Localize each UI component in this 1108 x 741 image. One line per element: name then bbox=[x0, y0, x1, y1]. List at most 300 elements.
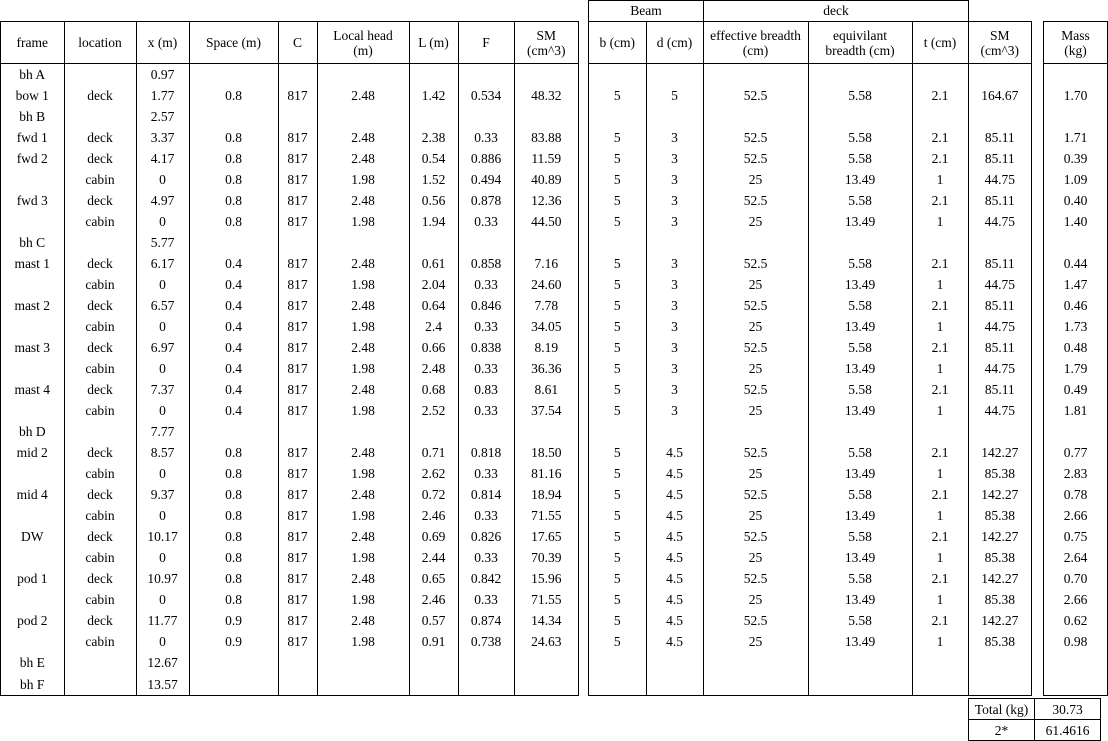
totals-value: 30.73 bbox=[1035, 699, 1101, 720]
thickness-cell: 1 bbox=[912, 589, 968, 610]
space-cell: 0.8 bbox=[189, 484, 278, 505]
l-cell bbox=[409, 652, 458, 673]
c-cell: 817 bbox=[278, 211, 317, 232]
table-row bbox=[1, 568, 578, 589]
sm-cell: 34.05 bbox=[514, 316, 578, 337]
x-cell: 13.57 bbox=[136, 673, 189, 695]
beam-d-cell: 3 bbox=[646, 274, 703, 295]
beam-d-cell: 3 bbox=[646, 337, 703, 358]
beam-d-cell: 3 bbox=[646, 148, 703, 169]
space-cell: 0.8 bbox=[189, 211, 278, 232]
table-row bbox=[1044, 232, 1107, 253]
beam-d-cell: 4.5 bbox=[646, 526, 703, 547]
f-cell: 0.33 bbox=[458, 400, 514, 421]
mass-cell bbox=[1044, 652, 1107, 673]
equivalent-breadth-cell: 13.49 bbox=[808, 589, 912, 610]
l-cell bbox=[409, 673, 458, 695]
table-row bbox=[1, 358, 578, 379]
table-row bbox=[1, 379, 578, 400]
table-row bbox=[1, 316, 578, 337]
x-cell: 6.97 bbox=[136, 337, 189, 358]
beam-b-cell: 5 bbox=[613, 319, 621, 334]
space-cell: 0.8 bbox=[189, 442, 278, 463]
equivalent-breadth-cell: 5.58 bbox=[808, 337, 912, 358]
equivalent-breadth-cell: 13.49 bbox=[808, 547, 912, 568]
beam-d-cell: 3 bbox=[646, 127, 703, 148]
thickness-cell bbox=[912, 106, 968, 127]
x-cell: 12.67 bbox=[136, 652, 189, 673]
table-row bbox=[1, 127, 578, 148]
section-table bbox=[588, 21, 1032, 696]
table-row bbox=[1044, 610, 1107, 631]
sm-cell: 18.94 bbox=[514, 484, 578, 505]
local-head-cell: 1.98 bbox=[317, 169, 409, 190]
deck-sm-cell: 142.27 bbox=[968, 610, 1031, 631]
l-cell: 0.57 bbox=[409, 610, 458, 631]
space-cell: 0.8 bbox=[189, 190, 278, 211]
l-cell: 2.4 bbox=[409, 316, 458, 337]
mass-cell: 0.98 bbox=[1063, 634, 1088, 649]
totals-label: Total (kg) bbox=[969, 699, 1035, 720]
local-head-cell: 2.48 bbox=[317, 127, 409, 148]
effective-breadth-cell: 52.5 bbox=[703, 484, 808, 505]
l-cell: 0.72 bbox=[409, 484, 458, 505]
space-cell bbox=[189, 64, 278, 86]
effective-breadth-cell: 52.5 bbox=[703, 127, 808, 148]
frame-cell: fwd 3 bbox=[16, 193, 48, 208]
deck-sm-cell: 85.11 bbox=[968, 148, 1031, 169]
beam-d-cell: 3 bbox=[646, 295, 703, 316]
totals-row bbox=[969, 699, 1101, 720]
f-header: F bbox=[458, 22, 514, 64]
l-cell bbox=[409, 421, 458, 442]
equivalent-breadth-cell: 5.58 bbox=[808, 148, 912, 169]
space-cell: 0.4 bbox=[189, 253, 278, 274]
totals-label: 2* bbox=[969, 720, 1035, 741]
table-row bbox=[589, 379, 1031, 400]
table-row bbox=[1044, 442, 1107, 463]
location-cell: cabin bbox=[64, 589, 136, 610]
mass-cell: 2.83 bbox=[1063, 466, 1088, 481]
mass-cell bbox=[1044, 232, 1107, 253]
thickness-cell: 2.1 bbox=[912, 526, 968, 547]
x-cell: 0 bbox=[136, 547, 189, 568]
local-head-cell: 1.98 bbox=[317, 463, 409, 484]
table-row bbox=[589, 526, 1031, 547]
sm-cell: 48.32 bbox=[514, 85, 578, 106]
table-row bbox=[589, 316, 1031, 337]
x-cell: 0 bbox=[136, 211, 189, 232]
table-row bbox=[1, 631, 578, 652]
frame-cell: bh D bbox=[18, 424, 46, 439]
thickness-cell: 2.1 bbox=[912, 442, 968, 463]
c-cell: 817 bbox=[278, 463, 317, 484]
beam-b-cell: 5 bbox=[613, 571, 621, 586]
beam-b-cell bbox=[589, 652, 646, 673]
table-row bbox=[589, 64, 1031, 86]
x-cell: 0 bbox=[136, 589, 189, 610]
f-cell: 0.33 bbox=[458, 127, 514, 148]
equivalent-breadth-cell: 5.58 bbox=[808, 85, 912, 106]
equivalent-breadth-header: equivilant breadth (cm) bbox=[808, 22, 912, 64]
table-row bbox=[589, 547, 1031, 568]
sm-cell: 15.96 bbox=[514, 568, 578, 589]
table-row bbox=[589, 505, 1031, 526]
mass-cell: 0.75 bbox=[1063, 529, 1088, 544]
table-row bbox=[589, 211, 1031, 232]
equivalent-breadth-cell: 5.58 bbox=[808, 568, 912, 589]
thickness-cell: 2.1 bbox=[912, 379, 968, 400]
space-cell: 0.4 bbox=[189, 295, 278, 316]
x-cell: 3.37 bbox=[136, 127, 189, 148]
local-head-cell: 1.98 bbox=[317, 589, 409, 610]
mass-cell: 1.73 bbox=[1063, 319, 1088, 334]
frame-table-body bbox=[1, 64, 578, 696]
frame-cell bbox=[1, 547, 64, 568]
table-row bbox=[589, 106, 1031, 127]
deck-sm-cell: 44.75 bbox=[968, 316, 1031, 337]
frame-cell: mast 3 bbox=[14, 340, 51, 355]
deck-sm-cell: 85.11 bbox=[968, 337, 1031, 358]
deck-sm-cell: 85.38 bbox=[968, 505, 1031, 526]
sm-cell: 8.61 bbox=[514, 379, 578, 400]
deck-sm-cell bbox=[968, 232, 1031, 253]
beam-d-cell: 4.5 bbox=[646, 463, 703, 484]
sm-cell: 71.55 bbox=[514, 589, 578, 610]
l-cell: 2.46 bbox=[409, 505, 458, 526]
thickness-cell bbox=[912, 64, 968, 86]
table-row bbox=[1044, 211, 1107, 232]
effective-breadth-cell: 25 bbox=[703, 316, 808, 337]
beam-d-cell bbox=[646, 652, 703, 673]
c-cell: 817 bbox=[278, 547, 317, 568]
table-row bbox=[1, 190, 578, 211]
sm-cell: 17.65 bbox=[514, 526, 578, 547]
thickness-cell: 1 bbox=[912, 547, 968, 568]
effective-breadth-cell: 25 bbox=[703, 589, 808, 610]
thickness-cell: 1 bbox=[912, 274, 968, 295]
table-row bbox=[1044, 547, 1107, 568]
local-head-cell: 2.48 bbox=[317, 85, 409, 106]
frame-table bbox=[0, 21, 579, 696]
location-cell: deck bbox=[64, 610, 136, 631]
table-row bbox=[1, 421, 578, 442]
equivalent-breadth-cell bbox=[808, 64, 912, 86]
c-cell: 817 bbox=[278, 169, 317, 190]
table-row bbox=[589, 442, 1031, 463]
local-head-cell: 1.98 bbox=[317, 274, 409, 295]
deck-sm-cell bbox=[968, 106, 1031, 127]
beam-b-header: b (cm) bbox=[589, 22, 646, 64]
table-row bbox=[589, 337, 1031, 358]
equivalent-breadth-cell bbox=[808, 673, 912, 695]
x-cell: 10.17 bbox=[136, 526, 189, 547]
deck-sm-cell: 44.75 bbox=[968, 211, 1031, 232]
location-cell: deck bbox=[64, 484, 136, 505]
table-row bbox=[1, 589, 578, 610]
beam-d-header: d (cm) bbox=[646, 22, 703, 64]
table-row bbox=[1, 64, 578, 86]
thickness-cell bbox=[912, 232, 968, 253]
equivalent-breadth-cell: 13.49 bbox=[808, 316, 912, 337]
local-head-cell bbox=[317, 421, 409, 442]
table-row bbox=[589, 652, 1031, 673]
local-head-cell: 2.48 bbox=[317, 526, 409, 547]
space-cell bbox=[189, 106, 278, 127]
beam-b-cell: 5 bbox=[613, 277, 621, 292]
table-row bbox=[1044, 652, 1107, 673]
frame-cell bbox=[1, 463, 64, 484]
local-head-cell: 2.48 bbox=[317, 610, 409, 631]
frame-cell bbox=[1, 169, 64, 190]
deck-sm-cell: 85.11 bbox=[968, 253, 1031, 274]
mass-cell bbox=[1044, 673, 1107, 695]
thickness-cell: 1 bbox=[912, 631, 968, 652]
deck-sm-cell bbox=[968, 421, 1031, 442]
f-cell: 0.814 bbox=[458, 484, 514, 505]
table-row bbox=[1, 337, 578, 358]
effective-breadth-cell bbox=[703, 421, 808, 442]
x-cell: 0 bbox=[136, 316, 189, 337]
deck-sm-cell: 85.11 bbox=[968, 379, 1031, 400]
beam-b-cell bbox=[589, 421, 646, 442]
c-cell: 817 bbox=[278, 526, 317, 547]
local-head-cell: 2.48 bbox=[317, 442, 409, 463]
beam-b-cell: 5 bbox=[613, 466, 621, 481]
effective-breadth-cell: 52.5 bbox=[703, 610, 808, 631]
frame-cell: fwd 1 bbox=[16, 130, 48, 145]
f-cell: 0.838 bbox=[458, 337, 514, 358]
sm-header: SM (cm^3) bbox=[514, 22, 578, 64]
mass-cell: 1.79 bbox=[1063, 361, 1088, 376]
thickness-cell: 2.1 bbox=[912, 295, 968, 316]
equivalent-breadth-cell: 5.58 bbox=[808, 127, 912, 148]
table-row bbox=[589, 85, 1031, 106]
table-row bbox=[589, 148, 1031, 169]
f-cell: 0.33 bbox=[458, 505, 514, 526]
beam-b-cell bbox=[589, 64, 646, 86]
table-row bbox=[1044, 568, 1107, 589]
frame-cell: pod 2 bbox=[17, 613, 48, 628]
l-cell: 2.52 bbox=[409, 400, 458, 421]
beam-d-cell: 3 bbox=[646, 190, 703, 211]
thickness-cell: 2.1 bbox=[912, 568, 968, 589]
frame-header: frame bbox=[1, 22, 64, 64]
location-cell: cabin bbox=[64, 358, 136, 379]
beam-d-cell bbox=[646, 64, 703, 86]
beam-b-cell: 5 bbox=[613, 172, 621, 187]
l-cell: 0.66 bbox=[409, 337, 458, 358]
local-head-cell: 1.98 bbox=[317, 211, 409, 232]
frame-cell: bh F bbox=[20, 676, 45, 692]
space-cell: 0.8 bbox=[189, 505, 278, 526]
c-cell: 817 bbox=[278, 337, 317, 358]
frame-cell bbox=[1, 505, 64, 526]
table-row bbox=[1044, 505, 1107, 526]
effective-breadth-cell bbox=[703, 232, 808, 253]
location-cell bbox=[64, 106, 136, 127]
sm-cell: 8.19 bbox=[514, 337, 578, 358]
mass-cell: 0.62 bbox=[1063, 613, 1088, 628]
table-row bbox=[589, 253, 1031, 274]
equivalent-breadth-cell: 5.58 bbox=[808, 484, 912, 505]
table-row bbox=[589, 400, 1031, 421]
beam-b-cell: 5 bbox=[613, 214, 621, 229]
deck-sm-header: SM (cm^3) bbox=[968, 22, 1031, 64]
frame-cell: mast 2 bbox=[14, 298, 51, 313]
equivalent-breadth-cell bbox=[808, 106, 912, 127]
beam-d-cell: 3 bbox=[646, 316, 703, 337]
f-cell: 0.33 bbox=[458, 589, 514, 610]
space-cell: 0.4 bbox=[189, 400, 278, 421]
equivalent-breadth-cell: 13.49 bbox=[808, 274, 912, 295]
local-head-header: Local head (m) bbox=[317, 22, 409, 64]
mass-cell: 0.46 bbox=[1063, 298, 1088, 313]
x-cell: 7.37 bbox=[136, 379, 189, 400]
beam-d-cell: 4.5 bbox=[646, 610, 703, 631]
mass-cell: 1.81 bbox=[1063, 403, 1088, 418]
f-cell: 0.826 bbox=[458, 526, 514, 547]
table-row bbox=[1044, 316, 1107, 337]
local-head-cell bbox=[317, 652, 409, 673]
effective-breadth-cell: 52.5 bbox=[703, 253, 808, 274]
c-cell: 817 bbox=[278, 379, 317, 400]
table-row bbox=[1, 232, 578, 253]
location-cell: deck bbox=[64, 526, 136, 547]
frame-cell: bow 1 bbox=[15, 88, 49, 103]
l-cell: 2.62 bbox=[409, 463, 458, 484]
beam-d-cell: 3 bbox=[646, 400, 703, 421]
c-cell: 817 bbox=[278, 484, 317, 505]
table-row bbox=[1044, 106, 1107, 127]
effective-breadth-cell bbox=[703, 652, 808, 673]
beam-b-cell: 5 bbox=[613, 298, 621, 313]
space-cell: 0.4 bbox=[189, 316, 278, 337]
table-row bbox=[1, 400, 578, 421]
f-cell: 0.846 bbox=[458, 295, 514, 316]
table-row bbox=[589, 190, 1031, 211]
effective-breadth-cell: 25 bbox=[703, 358, 808, 379]
frame-cell: mast 4 bbox=[14, 382, 51, 397]
deck-sm-cell: 85.38 bbox=[968, 589, 1031, 610]
frame-cell: mid 2 bbox=[16, 445, 48, 460]
c-cell: 817 bbox=[278, 274, 317, 295]
l-cell bbox=[409, 106, 458, 127]
local-head-cell: 2.48 bbox=[317, 148, 409, 169]
x-cell: 0 bbox=[136, 400, 189, 421]
frame-cell bbox=[1, 400, 64, 421]
mass-header: Mass (kg) bbox=[1044, 22, 1107, 64]
table-row bbox=[1, 526, 578, 547]
beam-d-cell: 3 bbox=[646, 169, 703, 190]
effective-breadth-cell bbox=[703, 64, 808, 86]
f-cell: 0.83 bbox=[458, 379, 514, 400]
beam-b-cell: 5 bbox=[613, 487, 621, 502]
effective-breadth-header: effective breadth (cm) bbox=[703, 22, 808, 64]
mass-cell: 1.09 bbox=[1063, 172, 1088, 187]
table-row bbox=[589, 421, 1031, 442]
frame-cell: bh A bbox=[19, 67, 46, 82]
local-head-cell: 2.48 bbox=[317, 253, 409, 274]
beam-d-cell: 4.5 bbox=[646, 547, 703, 568]
c-cell bbox=[278, 232, 317, 253]
location-cell: cabin bbox=[64, 463, 136, 484]
x-cell: 11.77 bbox=[136, 610, 189, 631]
local-head-cell bbox=[317, 232, 409, 253]
local-head-cell bbox=[317, 106, 409, 127]
c-cell bbox=[278, 673, 317, 695]
beam-group-header bbox=[588, 0, 704, 21]
x-cell: 6.17 bbox=[136, 253, 189, 274]
table-row bbox=[589, 673, 1031, 695]
x-cell: 4.97 bbox=[136, 190, 189, 211]
f-cell: 0.33 bbox=[458, 547, 514, 568]
x-cell: 9.37 bbox=[136, 484, 189, 505]
sm-cell: 83.88 bbox=[514, 127, 578, 148]
space-cell bbox=[189, 232, 278, 253]
effective-breadth-cell: 25 bbox=[703, 505, 808, 526]
table-row bbox=[1, 106, 578, 127]
beam-d-cell: 5 bbox=[646, 85, 703, 106]
space-cell: 0.8 bbox=[189, 463, 278, 484]
table-row bbox=[1, 295, 578, 316]
f-cell bbox=[458, 673, 514, 695]
table-row bbox=[1044, 589, 1107, 610]
beam-b-cell: 5 bbox=[613, 361, 621, 376]
table-row bbox=[1, 85, 578, 106]
mass-table bbox=[1043, 21, 1108, 696]
equivalent-breadth-cell: 5.58 bbox=[808, 442, 912, 463]
deck-sm-cell bbox=[968, 64, 1031, 86]
c-cell: 817 bbox=[278, 358, 317, 379]
table-row bbox=[1, 169, 578, 190]
space-cell: 0.8 bbox=[189, 127, 278, 148]
thickness-cell: 1 bbox=[912, 358, 968, 379]
c-cell bbox=[278, 421, 317, 442]
effective-breadth-cell: 52.5 bbox=[703, 568, 808, 589]
sm-cell: 36.36 bbox=[514, 358, 578, 379]
thickness-cell bbox=[912, 652, 968, 673]
space-header: Space (m) bbox=[189, 22, 278, 64]
f-cell: 0.33 bbox=[458, 316, 514, 337]
table-row bbox=[1, 505, 578, 526]
beam-b-cell: 5 bbox=[613, 529, 621, 544]
beam-group-label: Beam bbox=[630, 3, 662, 18]
space-cell: 0.8 bbox=[189, 547, 278, 568]
f-cell: 0.874 bbox=[458, 610, 514, 631]
l-cell: 0.61 bbox=[409, 253, 458, 274]
l-cell: 2.38 bbox=[409, 127, 458, 148]
beam-d-cell bbox=[646, 232, 703, 253]
beam-b-cell: 5 bbox=[613, 508, 621, 523]
table-row bbox=[589, 589, 1031, 610]
table-row bbox=[589, 610, 1031, 631]
x-cell: 2.57 bbox=[136, 106, 189, 127]
table-row bbox=[589, 358, 1031, 379]
f-cell bbox=[458, 232, 514, 253]
local-head-cell: 1.98 bbox=[317, 631, 409, 652]
thickness-cell: 2.1 bbox=[912, 484, 968, 505]
x-cell: 0 bbox=[136, 169, 189, 190]
table-row bbox=[1044, 526, 1107, 547]
table-row bbox=[589, 127, 1031, 148]
location-cell: cabin bbox=[64, 169, 136, 190]
space-cell: 0.4 bbox=[189, 379, 278, 400]
location-cell: cabin bbox=[64, 316, 136, 337]
mass-cell: 1.71 bbox=[1063, 130, 1088, 145]
local-head-cell: 1.98 bbox=[317, 400, 409, 421]
equivalent-breadth-cell: 13.49 bbox=[808, 169, 912, 190]
